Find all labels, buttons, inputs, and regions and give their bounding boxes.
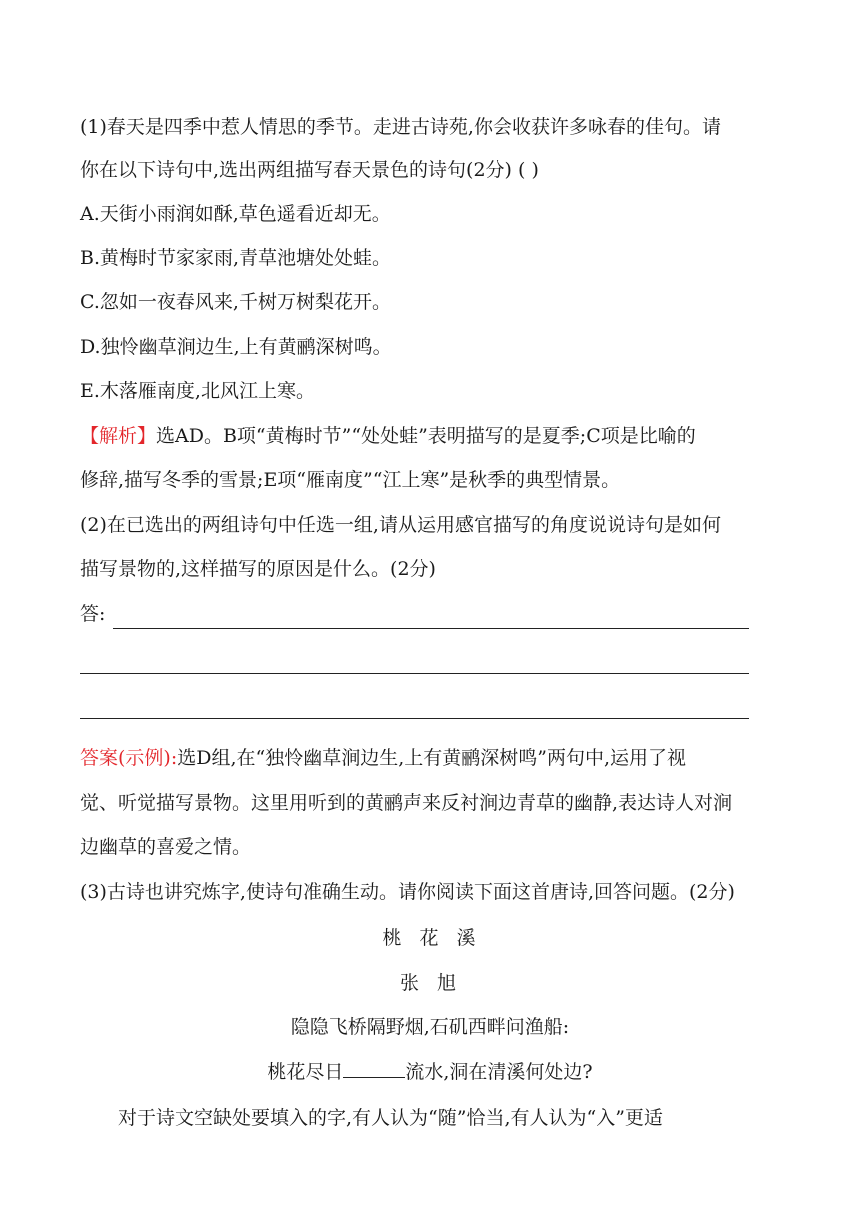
q3-prompt-line1: (3)古诗也讲究炼字,使诗句准确生动。请你阅读下面这首唐诗,回答问题。(2分)	[80, 881, 735, 903]
q3-discussion-line: 对于诗文空缺处要填入的字,有人认为“随”恰当,有人认为“入”更适	[118, 1107, 663, 1129]
answer-line-2[interactable]	[80, 673, 749, 674]
q1-option-b: B.黄梅时节家家雨,青草池塘处处蛙。	[80, 247, 392, 269]
poem-title: 桃花溪	[382, 927, 494, 949]
fill-in-blank[interactable]	[343, 1059, 405, 1078]
analysis-label: 【解析】	[80, 425, 157, 447]
q1-prompt-line1: (1)春天是四季中惹人情思的季节。走进古诗苑,你会收获许多咏春的佳句。请	[80, 116, 721, 138]
q1-option-e: E.木落雁南度,北风江上寒。	[80, 380, 315, 402]
q2-prompt-line2: 描写景物的,这样描写的原因是什么。(2分)	[80, 558, 436, 580]
q2-prompt-line1: (2)在已选出的两组诗句中任选一组,请从运用感官描写的角度说说诗句是如何	[80, 514, 721, 536]
poem-line-2-after: 流水,洞在清溪何处边?	[405, 1061, 593, 1083]
q2-answer-label: 答:	[80, 603, 106, 625]
answer-line-3[interactable]	[80, 718, 749, 719]
analysis-text-1: 选AD。B项“黄梅时节”“处处蛙”表明描写的是夏季;C项是比喻的	[156, 425, 696, 447]
example-text-1: 选D组,在“独怜幽草涧边生,上有黄鹂深树鸣”两句中,运用了视	[177, 747, 687, 769]
poem-line-1: 隐隐飞桥隔野烟,石矶西畔问渔船:	[290, 1016, 570, 1038]
poem-line-2-before: 桃花尽日	[267, 1061, 344, 1083]
answer-line-1[interactable]	[113, 628, 749, 629]
q2-example-line3: 边幽草的喜爱之情。	[80, 836, 252, 858]
q1-option-c: C.忽如一夜春风来,千树万树梨花开。	[80, 291, 391, 313]
q1-prompt-line2: 你在以下诗句中,选出两组描写春天景色的诗句(2分) ( )	[80, 159, 539, 181]
q1-analysis-line1	[80, 423, 696, 449]
poem-line-2	[0, 1059, 860, 1085]
q1-option-a: A.天街小雨润如酥,草色遥看近却无。	[80, 203, 391, 225]
q1-analysis-line2: 修辞,描写冬季的雪景;E项“雁南度”“江上寒”是秋季的典型情景。	[80, 469, 621, 491]
poem-author: 张旭	[399, 972, 474, 994]
q1-option-d: D.独怜幽草涧边生,上有黄鹂深树鸣。	[80, 336, 392, 358]
q2-example-line1	[80, 745, 686, 771]
example-answer-label: 答案(示例):	[80, 747, 178, 769]
q2-example-line2: 觉、听觉描写景物。这里用听到的黄鹂声来反衬涧边青草的幽静,表达诗人对涧	[80, 792, 733, 814]
